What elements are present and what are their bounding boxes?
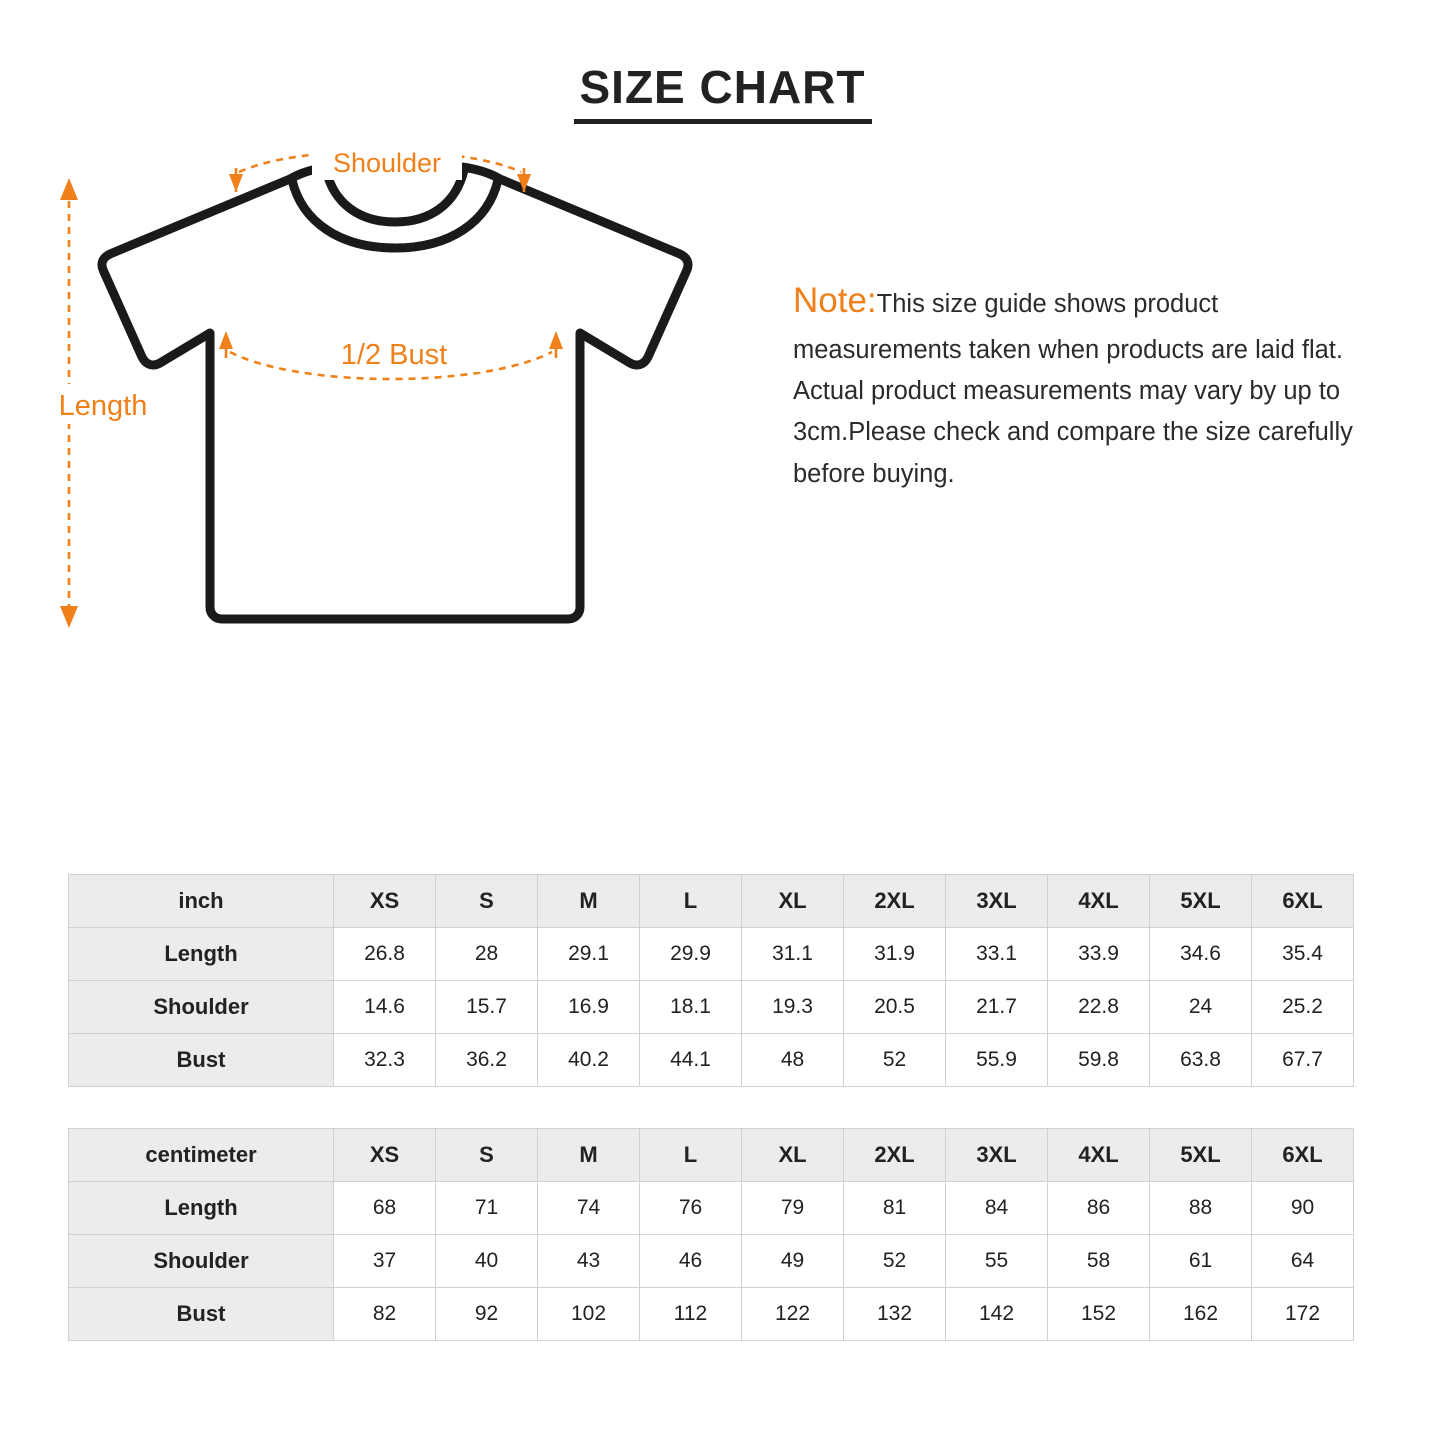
table-header-cell: 5XL — [1150, 875, 1252, 928]
table-cell: 88 — [1150, 1182, 1252, 1235]
table-cell: 24 — [1150, 981, 1252, 1034]
table-header-cell: 4XL — [1048, 875, 1150, 928]
table-cell: 29.1 — [538, 928, 640, 981]
note-paragraph — [793, 273, 1393, 495]
table-cell: 86 — [1048, 1182, 1150, 1235]
table-cell: 26.8 — [334, 928, 436, 981]
shoulder-arrow-head-left — [229, 174, 243, 192]
row-label: Shoulder — [69, 1235, 334, 1288]
table-header-cell: XS — [334, 1129, 436, 1182]
table-cell: 71 — [436, 1182, 538, 1235]
table-header-cell: 2XL — [844, 875, 946, 928]
table-cell: 74 — [538, 1182, 640, 1235]
shoulder-label: Shoulder — [332, 151, 442, 178]
table-header-cell: M — [538, 875, 640, 928]
table-header-cell: 4XL — [1048, 1129, 1150, 1182]
table-cell: 52 — [844, 1034, 946, 1087]
table-cell: 132 — [844, 1288, 946, 1341]
table-cell: 20.5 — [844, 981, 946, 1034]
table-cell: 59.8 — [1048, 1034, 1150, 1087]
note-block — [793, 248, 1393, 521]
table-cell: 82 — [334, 1288, 436, 1341]
table-cell: 18.1 — [640, 981, 742, 1034]
table-row — [69, 1034, 1354, 1087]
table-cell: 61 — [1150, 1235, 1252, 1288]
table-cell: 40 — [436, 1235, 538, 1288]
table-cell: 142 — [946, 1288, 1048, 1341]
table-cell: 28 — [436, 928, 538, 981]
page-title: SIZE CHART — [574, 62, 872, 124]
table-cell: 31.9 — [844, 928, 946, 981]
table-cell: 162 — [1150, 1288, 1252, 1341]
table-header-row — [69, 875, 1354, 928]
table-header-cell: M — [538, 1129, 640, 1182]
table-cell: 49 — [742, 1235, 844, 1288]
table-cell: 21.7 — [946, 981, 1048, 1034]
table-cell: 43 — [538, 1235, 640, 1288]
table-header-cell: L — [640, 875, 742, 928]
table-cell: 29.9 — [640, 928, 742, 981]
spacer-cell — [946, 1087, 1048, 1128]
table-row — [69, 928, 1354, 981]
table-cell: 90 — [1252, 1182, 1354, 1235]
table-cell: 35.4 — [1252, 928, 1354, 981]
page-title-container — [0, 0, 1445, 124]
length-arrow-head-bottom — [60, 606, 78, 628]
table-cell: 33.1 — [946, 928, 1048, 981]
table-cell: 79 — [742, 1182, 844, 1235]
table-cell: 22.8 — [1048, 981, 1150, 1034]
bust-arrow-head-right — [549, 331, 563, 349]
table-cell: 33.9 — [1048, 928, 1150, 981]
size-tables — [68, 874, 1353, 1341]
table-cell: 25.2 — [1252, 981, 1354, 1034]
table-cell: 122 — [742, 1288, 844, 1341]
size-table-centimeter — [68, 1128, 1354, 1341]
table-header-cell: XL — [742, 875, 844, 928]
table-cell: 34.6 — [1150, 928, 1252, 981]
table-cell: 84 — [946, 1182, 1048, 1235]
table-cell: 32.3 — [334, 1034, 436, 1087]
table-cell: 19.3 — [742, 981, 844, 1034]
note-label: Note: — [793, 281, 877, 321]
table-header-cell: XS — [334, 875, 436, 928]
table-header-row — [69, 1129, 1354, 1182]
table-cell: 68 — [334, 1182, 436, 1235]
row-label: Bust — [69, 1034, 334, 1087]
table-cell: 48 — [742, 1034, 844, 1087]
spacer-cell — [436, 1087, 538, 1128]
table-header-cell: S — [436, 875, 538, 928]
table-cell: 52 — [844, 1235, 946, 1288]
note-body: This size guide shows product measurements taken when products are laid flat. Actual product measurements may vary by up to 3cm.Please check and compare the size carefully before buying. — [793, 290, 1353, 488]
table-cell: 14.6 — [334, 981, 436, 1034]
length-arrow-head-top — [60, 178, 78, 200]
table-cell: 67.7 — [1252, 1034, 1354, 1087]
table-cell: 44.1 — [640, 1034, 742, 1087]
table-cell: 36.2 — [436, 1034, 538, 1087]
table-cell: 37 — [334, 1235, 436, 1288]
table-cell: 81 — [844, 1182, 946, 1235]
row-label: Bust — [69, 1288, 334, 1341]
table-header-cell: S — [436, 1129, 538, 1182]
diagram-and-note-section — [0, 152, 1445, 752]
table-header-cell: L — [640, 1129, 742, 1182]
table-header-cell: XL — [742, 1129, 844, 1182]
spacer-cell — [69, 1087, 334, 1128]
tshirt-outline-icon — [102, 165, 688, 619]
row-label: Shoulder — [69, 981, 334, 1034]
table-header-cell: 6XL — [1252, 875, 1354, 928]
table-cell: 46 — [640, 1235, 742, 1288]
table-cell: 64 — [1252, 1235, 1354, 1288]
table-cell: 63.8 — [1150, 1034, 1252, 1087]
tshirt-measurement-diagram — [40, 152, 760, 712]
table-header-cell: centimeter — [69, 1129, 334, 1182]
table-row — [69, 981, 1354, 1034]
table-cell: 31.1 — [742, 928, 844, 981]
table-cell: 55.9 — [946, 1034, 1048, 1087]
table-cell: 55 — [946, 1235, 1048, 1288]
table-cell: 102 — [538, 1288, 640, 1341]
spacer-cell — [1150, 1087, 1252, 1128]
table-header-cell: 3XL — [946, 1129, 1048, 1182]
table-row — [69, 1235, 1354, 1288]
spacer-cell — [1252, 1087, 1354, 1128]
table-cell: 92 — [436, 1288, 538, 1341]
spacer-cell — [538, 1087, 640, 1128]
table-header-cell: 2XL — [844, 1129, 946, 1182]
table-cell: 15.7 — [436, 981, 538, 1034]
bust-label: 1/2 Bust — [340, 338, 448, 371]
row-label: Length — [69, 1182, 334, 1235]
spacer-cell — [844, 1087, 946, 1128]
spacer-cell — [742, 1087, 844, 1128]
table-cell: 40.2 — [538, 1034, 640, 1087]
table-header-cell: inch — [69, 875, 334, 928]
spacer-cell — [1048, 1087, 1150, 1128]
table-row — [69, 1182, 1354, 1235]
row-label: Length — [69, 928, 334, 981]
table-cell: 58 — [1048, 1235, 1150, 1288]
table-cell: 16.9 — [538, 981, 640, 1034]
table-header-cell: 6XL — [1252, 1129, 1354, 1182]
bust-arrow-head-left — [219, 331, 233, 349]
table-header-cell: 5XL — [1150, 1129, 1252, 1182]
spacer-cell — [334, 1087, 436, 1128]
table-header-cell: 3XL — [946, 875, 1048, 928]
table-cell: 152 — [1048, 1288, 1150, 1341]
table-cell: 172 — [1252, 1288, 1354, 1341]
spacer-cell — [640, 1087, 742, 1128]
size-table-inch — [68, 874, 1354, 1128]
table-cell: 112 — [640, 1288, 742, 1341]
table-cell: 76 — [640, 1182, 742, 1235]
length-label: Length — [58, 389, 148, 422]
table-spacer-row — [69, 1087, 1354, 1128]
table-row — [69, 1288, 1354, 1341]
